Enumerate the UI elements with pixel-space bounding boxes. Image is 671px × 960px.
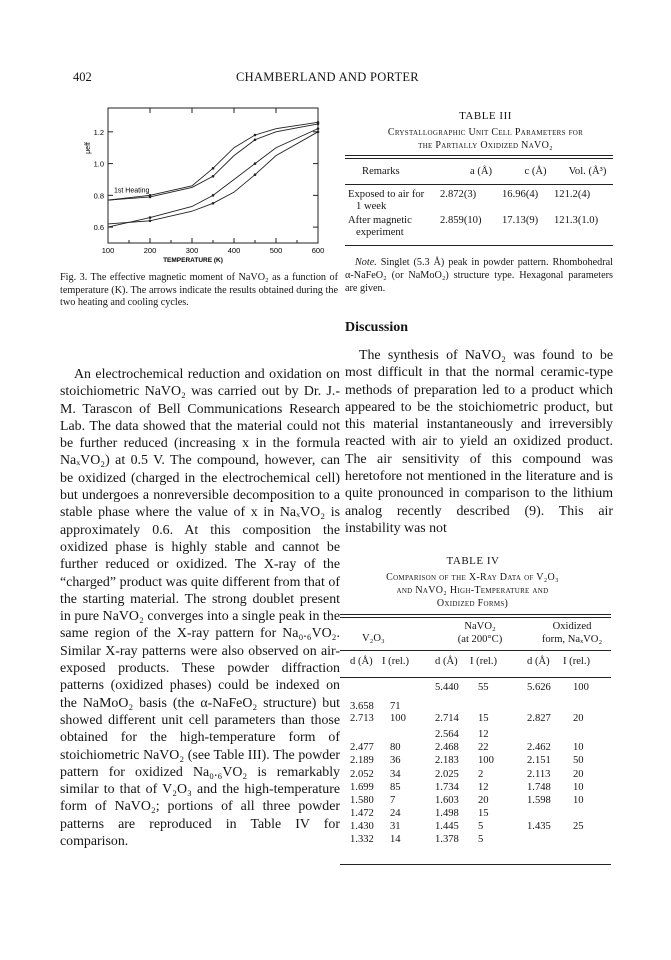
section-heading: Discussion [345, 320, 409, 335]
table-cell: 5 [478, 834, 484, 845]
data-point [149, 194, 152, 197]
table-cell: 2.872(3) [440, 189, 477, 200]
data-point [149, 219, 152, 222]
table-cell: 10 [573, 782, 584, 793]
table-cell: 1.598 [527, 795, 551, 806]
table-cell: 2.183 [435, 755, 459, 766]
table-cell: 1 week [356, 201, 387, 212]
y-tick-label: 0.8 [93, 191, 104, 201]
table-cell: 55 [478, 682, 489, 693]
data-point [212, 202, 215, 205]
x-axis-label: TEMPERATURE (K) [163, 257, 223, 264]
table-row [340, 682, 611, 695]
data-point [317, 121, 320, 124]
table-4-subtitle-line3: Oxidized Forms) [436, 598, 509, 609]
y-axis-label: μeff [85, 142, 92, 154]
table-cell: 14 [390, 834, 401, 845]
table-cell: 1.748 [527, 782, 551, 793]
table-4-header-oxidized [532, 620, 612, 646]
table-cell: Exposed to air for [348, 189, 425, 200]
table-cell: 3.658 [350, 701, 374, 712]
table-cell: 100 [390, 713, 406, 724]
series-line [108, 129, 318, 227]
running-title: CHAMBERLAND AND PORTER [236, 70, 419, 84]
table-cell: 1.699 [350, 782, 374, 793]
table-cell: After magnetic [348, 215, 412, 226]
table-rule [340, 864, 611, 865]
table-cell: 16.96(4) [502, 189, 539, 200]
table-cell: 2 [478, 769, 484, 780]
figure-caption: Fig. 3. The effective magnetic moment of NaVO₂ as a function of temperature (K). The arrows indicate the results obtained during the two heating and cooling cycles. [60, 272, 338, 309]
table-row [340, 795, 611, 808]
paragraph: An electrochemical reduction and oxidation on stoichiometric NaVO₂ was carried out by Dr. J.-M. Tarascon of Bell Communications Research Lab. The data showed that the material could not be further reduced (increasing x in the formula NaₓVO₂) at 0.5 V. The compound, however, can be oxidized (charged in the electrochemical cell) but undergoes a nonreversible decomposition to a stable phase where the value of x in NaₓVO₂ is approximately 0.6. At this composition the oxidized phase is highly stable and cannot be further reduced or oxidized. The X-ray of the “charged” product was quite different from that of the starting material. The strong doublet present in pure NaVO₂ converges into a single peak in the same region of the X-ray pattern for Na₀.₆VO₂. Similar X-ray patterns were also observed on air-exposed products. These powder diffraction patterns (oxidized phases) could be indexed on the NaMoO₂ basis (the α-NaFeO₂ structure) but showed different unit cell parameters than those obtained for the high-temperature form of stoichiometric NaVO₂ (see Table III). The powder pattern for oxidized Na₀.₆VO₂ is remarkably similar to that of V₂O₃ and the high-temperature form of NaVO₂; portions of all three powder patterns are reproduced in Table IV for comparison. [60, 367, 340, 850]
page-number: 402 [73, 70, 92, 84]
table-row [340, 729, 611, 742]
table-cell: 1.430 [350, 821, 374, 832]
x-tick-label: 300 [185, 246, 199, 255]
table-cell: 2.714 [435, 713, 459, 724]
table-row [348, 189, 613, 215]
table-cell: 121.3(1.0) [554, 215, 599, 226]
table-4-subheaders [340, 656, 611, 670]
table-rule [345, 158, 613, 159]
table-cell: 34 [390, 769, 401, 780]
table-cell: 2.468 [435, 742, 459, 753]
x-tick-label: 400 [227, 246, 241, 255]
table-cell: 2.189 [350, 755, 374, 766]
table-4-subheader: I (rel.) [563, 656, 591, 667]
y-tick-label: 1.0 [93, 159, 104, 169]
table-row [340, 713, 611, 726]
table-row [340, 834, 611, 847]
table-cell: 25 [573, 821, 584, 832]
table-rule [340, 614, 611, 615]
table-cell: 2.564 [435, 729, 459, 740]
table-cell: 80 [390, 742, 401, 753]
table-cell: 1.435 [527, 821, 551, 832]
data-point [317, 131, 320, 134]
chart-annotation: 1st Heating [114, 187, 150, 195]
table-cell: 7 [390, 795, 396, 806]
table-row [340, 808, 611, 821]
table-cell: 5.626 [527, 682, 551, 693]
table-4-header-v2o3: V₂O₃ [362, 633, 385, 644]
table-row [348, 215, 613, 241]
table-cell: experiment [356, 227, 404, 238]
table-4-title: TABLE IV [446, 555, 500, 567]
table-rule [340, 617, 611, 618]
table-row [340, 821, 611, 834]
table-3-title: TABLE III [459, 110, 512, 122]
table-cell: 1.332 [350, 834, 374, 845]
table-cell: 17.13(9) [502, 215, 539, 226]
table-3-note-label: Note. [355, 257, 377, 268]
table-row [340, 742, 611, 755]
series-line [108, 132, 318, 224]
table-rule [345, 155, 613, 156]
table-cell: 2.025 [435, 769, 459, 780]
x-tick-label: 100 [101, 246, 115, 255]
data-point [254, 138, 257, 141]
table-4-header-oxidized-line1: Oxidized [552, 621, 592, 632]
table-cell: 1.498 [435, 808, 459, 819]
table-cell: 1.603 [435, 795, 459, 806]
table-cell: 24 [390, 808, 401, 819]
table-rule [340, 650, 611, 651]
table-4-subtitle-line2: and NaVO₂ High-Temperature and [396, 585, 549, 596]
x-tick-label: 500 [269, 246, 283, 255]
table-cell: 2.113 [527, 769, 551, 780]
table-row [340, 782, 611, 795]
table-4-subheader: d (Å) [350, 656, 373, 667]
table-cell: 15 [478, 808, 489, 819]
table-cell: 2.462 [527, 742, 551, 753]
table-cell: 121.2(4) [554, 189, 591, 200]
discussion-body [345, 347, 613, 537]
paragraph: The synthesis of NaVO₂ was found to be most difficult in that the normal ceramic-type methods of preparation led to a product which appeared to be the stoichiometric product, but this material instantaneously and irreversibly reacted with air to yield an oxidized product. The air sensitivity of this compound was heretofore not mentioned in the literature and is quite pronounced in comparison to the lithium analog recently described (9). This air instability was not [345, 348, 613, 536]
table-4-header-navo2-line1: NaVO₂ [464, 621, 496, 632]
table-cell: 12 [478, 729, 489, 740]
table-cell: 15 [478, 713, 489, 724]
table-cell: 1.734 [435, 782, 459, 793]
table-cell: 1.445 [435, 821, 459, 832]
table-cell: 20 [573, 713, 584, 724]
y-tick-label: 1.2 [93, 127, 104, 137]
table-rule [340, 677, 611, 678]
table-cell: 5 [478, 821, 484, 832]
data-point [254, 173, 257, 176]
table-cell: 1.378 [435, 834, 459, 845]
data-point [212, 194, 215, 197]
table-3-note-text: Singlet (5.3 Å) peak in powder pattern. Rhombohedral α-NaFeO₂ (or NaMoO₂) structure type. Hexagonal parameters are given. [345, 257, 613, 294]
data-point [317, 127, 320, 130]
data-point [254, 162, 257, 165]
table-3-note [345, 257, 613, 295]
table-cell: 2.713 [350, 713, 374, 724]
table-cell: 50 [573, 755, 584, 766]
table-cell: 2.859(10) [440, 215, 482, 226]
table-3-body [348, 189, 613, 241]
table-cell: 2.151 [527, 755, 551, 766]
table-3-subtitle-line1: Crystallographic Unit Cell Parameters for [387, 127, 584, 138]
x-tick-label: 600 [311, 246, 325, 255]
y-tick-label: 0.6 [93, 223, 104, 233]
table-3-header-remarks: Remarks [362, 165, 400, 177]
table-3-header-a: a (Å) [469, 165, 493, 177]
table-cell: 10 [573, 742, 584, 753]
table-cell: 5.440 [435, 682, 459, 693]
table-3-subtitle-line2: the Partially Oxidized NaVO₂ [418, 140, 553, 151]
data-point [149, 216, 152, 219]
table-rule [345, 245, 613, 246]
table-rule [345, 184, 613, 185]
data-point [254, 134, 257, 137]
table-cell: 31 [390, 821, 401, 832]
table-4-subtitle [340, 571, 605, 610]
figure-3-chart [60, 100, 340, 270]
table-4-subheader: I (rel.) [470, 656, 498, 667]
table-4-header-navo2 [440, 620, 520, 646]
table-3-header-c: c (Å) [524, 165, 547, 177]
table-cell: 2.052 [350, 769, 374, 780]
table-cell: 12 [478, 782, 489, 793]
data-point [212, 167, 215, 170]
table-4-header-oxidized-line2: form, NaₓVO₂ [541, 634, 603, 645]
table-cell: 36 [390, 755, 401, 766]
table-4-body [340, 682, 611, 862]
table-cell: 71 [390, 701, 401, 712]
table-row [340, 755, 611, 768]
table-cell: 85 [390, 782, 401, 793]
table-cell: 2.827 [527, 713, 551, 724]
table-4-subheader: d (Å) [435, 656, 458, 667]
table-4-header-navo2-line2: (at 200°C) [457, 634, 503, 645]
table-3 [348, 160, 612, 182]
table-cell: 20 [573, 769, 584, 780]
table-cell: 100 [573, 682, 589, 693]
table-cell: 1.472 [350, 808, 374, 819]
table-3-subtitle [340, 126, 631, 152]
table-cell: 20 [478, 795, 489, 806]
table-4-subtitle-line1: Comparison of the X-Ray Data of V₂O₃ [386, 572, 559, 583]
table-3-header-vol: Vol. (Å³) [568, 165, 607, 177]
data-point [212, 175, 215, 178]
table-4-subheader: I (rel.) [382, 656, 410, 667]
table-cell: 10 [573, 795, 584, 806]
table-cell: 22 [478, 742, 489, 753]
table-4-subheader: d (Å) [527, 656, 550, 667]
table-cell: 1.580 [350, 795, 374, 806]
table-row [340, 769, 611, 782]
table-cell: 2.477 [350, 742, 374, 753]
left-column-body [60, 366, 340, 850]
x-tick-label: 200 [143, 246, 157, 255]
table-cell: 100 [478, 755, 494, 766]
